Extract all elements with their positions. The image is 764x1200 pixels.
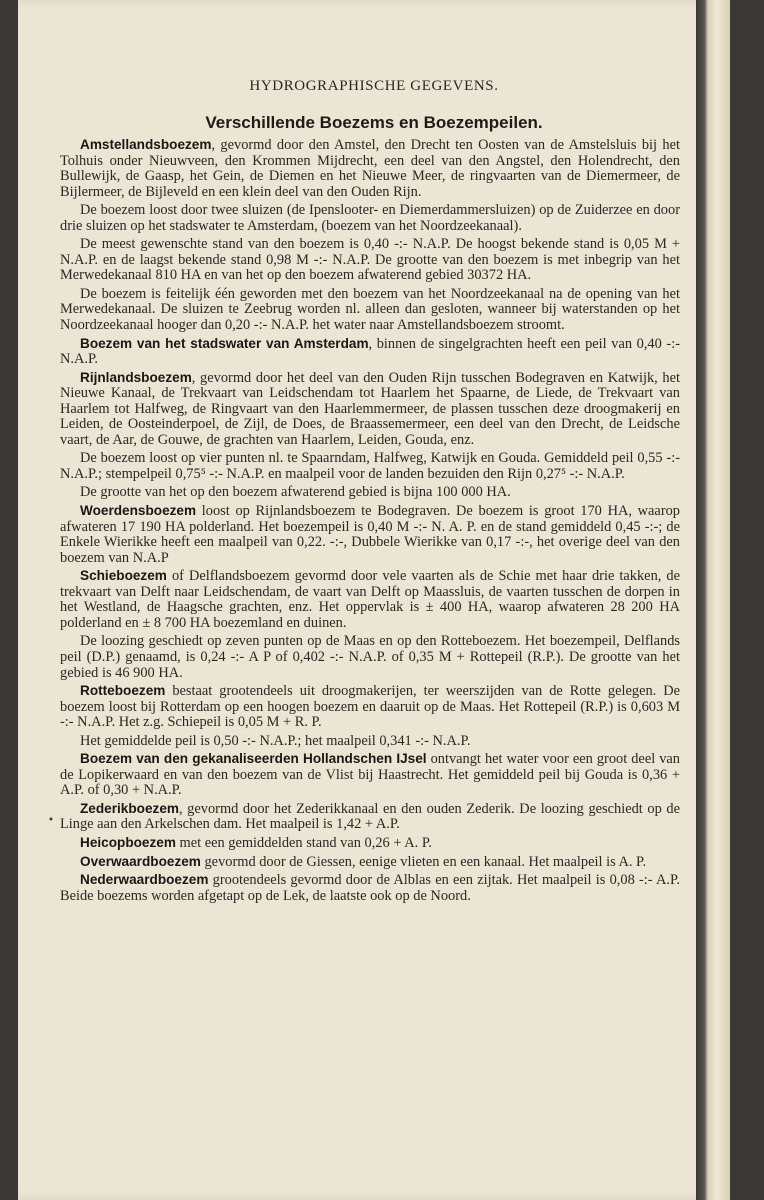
- paragraph-text: , binnen de singelgrachten heeft een peil van 0,40 -:- N.A.P.: [60, 335, 680, 368]
- paragraph: [60, 836, 680, 852]
- paragraph-term: Zederikboezem: [80, 800, 179, 816]
- page-edge: [696, 0, 730, 1200]
- paragraph-text: met een gemiddelden stand van 0,26 + A. P.: [175, 834, 432, 851]
- paragraph-text: De meest gewenschte stand van den boezem is 0,40 -:- N.A.P. De hoogst bekende stand is 0,05 M + N.A.P. en de laagst bekende stand 0,98 M -:- N.A.P. De grootte van den boezem is met inbegrip van het Merwedekanaal 810 HA en van het op den boezem afwaterend gebied 30372 HA.: [60, 236, 680, 284]
- paragraph-term: Heicopboezem: [80, 834, 176, 850]
- paragraph: [60, 371, 680, 449]
- paragraph: [60, 504, 680, 566]
- paragraph: [60, 752, 680, 799]
- paragraph-term: Rotteboezem: [80, 683, 166, 699]
- section-title: Verschillende Boezems en Boezempeilen.: [205, 113, 543, 132]
- paragraph-term: Nederwaardboezem: [80, 872, 209, 888]
- paragraph-text: grootendeels gevormd door de Alblas en een zijtak. Het maalpeil is 0,08 -:- A.P. Beide boezems worden afgetapt op de Lek, de laatste ook op de Noord.: [60, 872, 680, 904]
- paragraph-text: gevormd door de Giessen, eenige vlieten en een kanaal. Het maalpeil is A. P.: [200, 853, 647, 870]
- paragraph-text: ontvangt het water voor een groot deel van de Lopikerwaard en van den boezem van de Vlist bij Haastrecht. Het gemiddeld peil bij Gouda is 0,36 + A.P. of 0,30 + N.A.P.: [60, 751, 680, 799]
- paragraph-term: Schieboezem: [80, 568, 167, 584]
- paragraph-text: De boezem loost op vier punten nl. te Spaarndam, Halfweg, Katwijk en Gouda. Gemiddeld peil 0,55 -:- N.A.P.; stempelpeil 0,75⁵ -:- N.A.P. en maalpeil voor de landen bezuiden den Rijn 0,27⁵ -:- N.A.P.: [60, 450, 680, 482]
- margin-dot: •: [48, 815, 54, 826]
- paragraph-term: Amstellandsboezem: [80, 137, 212, 152]
- paragraph-term: Rijnlandsboezem: [80, 369, 192, 385]
- book-page: [18, 0, 730, 1200]
- paragraph: [60, 855, 680, 871]
- paragraph-text: , gevormd door het deel van den Ouden Rijn tusschen Bodegraven en Katwijk, het Nieuwe Kanaal, de Trekvaart van Leidschendam tot Haarlem het Spaarne, de Liede, de Trekvaart van Haarlem tot Halfweg, de Ringvaart van den Haarlemmermeer, de plassen tusschen deze droogmakerij en Leiden, de Oosteinderpoel, de Zijl, de Does, de Braassemermeer, een deel van den Drecht, de Leidsche vaart, de Aar, de Gouwe, de grachten van Haarlem, Leiden, Gouda, enz.: [60, 369, 680, 448]
- paragraph: [60, 634, 680, 681]
- paragraph-term: Boezem van het stadswater van Amsterdam: [80, 335, 369, 351]
- paragraph-text: De boezem loost door twee sluizen (de Ipenslooter- en Diemerdammersluizen) op de Zuiderzee en door drie sluizen op het stadswater te Amsterdam, (boezem van het Noordzeekanaal).: [60, 202, 680, 234]
- paragraph: [60, 203, 680, 234]
- paragraph: [60, 287, 680, 334]
- paragraph: [60, 569, 680, 631]
- paragraph: [60, 237, 680, 284]
- paragraph: [60, 337, 680, 368]
- paragraph-text: Het gemiddelde peil is 0,50 -:- N.A.P.; het maalpeil 0,341 -:- N.A.P.: [80, 732, 471, 749]
- paragraph: [60, 802, 680, 833]
- paragraph: [60, 873, 680, 904]
- paragraph-text: , gevormd door het Zederikkanaal en den ouden Zederik. De loozing geschiedt op de Linge aan den Arkelschen dam. Het maalpeil is 1,42 + A.P.: [60, 800, 680, 833]
- body-text: [60, 138, 680, 907]
- paragraph-text: bestaat grootendeels uit droogmakerijen, ter weerszijden van de Rotte gelegen. De boezem loost bij Rotterdam op een hoogen boezem en daaruit op de Maas. Het Rottepeil (R.P.) is 0,603 M -:- N.A.P. Het z.g. Schiepeil is 0,05 M + R. P.: [60, 683, 680, 731]
- paragraph: [60, 485, 680, 501]
- running-head: HYDROGRAPHISCHE GEGEVENS.: [249, 78, 499, 94]
- paragraph: [60, 138, 680, 200]
- paragraph: [60, 734, 680, 750]
- paragraph-text: of Delflandsboezem gevormd door vele vaarten als de Schie met haar drie takken, de trekvaart van Delft naar Leidschendam, de vaart van Delft op Maassluis, de vaarten tusschen de dorpen in het Westland, de Haagsche grachten, enz. Het oppervlak is ± 400 HA, waarop afwateren 28 200 HA polderland en ± 8 700 HA boezemland en duinen.: [60, 568, 680, 631]
- paragraph: [60, 451, 680, 482]
- paragraph-text: loost op Rijnlandsboezem te Bodegraven. De boezem is groot 170 HA, waarop afwateren 17 190 HA polderland. Het boezempeil is 0,40 M -:- N. A. P. en de stand gemiddeld 0,45 -:-; de Enkele Wierikke heeft een maalpeil van 0,22. -:-, Dubbele Wierikke van 0,17 -:-, het overige deel van den boezem van N.A.P: [60, 503, 680, 566]
- paragraph-text: De loozing geschiedt op zeven punten op de Maas en op den Rotteboezem. Het boezempeil, Delflands peil (D.P.) genaamd, is 0,24 -:- A P of 0,402 -:- N.A.P. of 0,35 M + Rottepeil (R.P.). De grootte van het gebied is 46 900 HA.: [60, 633, 680, 681]
- paragraph-text: De grootte van het op den boezem afwaterend gebied is bijna 100 000 HA.: [80, 484, 511, 501]
- paragraph: [60, 684, 680, 731]
- paragraph-term: Overwaardboezem: [80, 853, 201, 869]
- paragraph-text: De boezem is feitelijk één geworden met den boezem van het Noordzeekanaal na de opening van het Merwedekanaal. De sluizen te Zeebrug worden nl. alleen dan gesloten, wanneer bij waterstanden op het Noordzeekanaal hooger dan 0,20 -:- N.A.P. het water naar Amstellandsboezem stroomt.: [60, 285, 680, 334]
- paragraph-term: Boezem van den gekanaliseerden Hollandschen IJsel: [80, 751, 427, 767]
- page-header: [18, 78, 730, 100]
- paragraph-text: , gevormd door den Amstel, den Drecht ten Oosten van de Amstelsluis bij het Tolhuis onder Nieuwveen, den Krommen Mijdrecht, een deel van den Angstel, den Holendrecht, den Bullewijk, de Gaasp, het Gein, de Diemen en het Nieuwe Meer, de ringvaarten van de Diemermeer, de Bijlermeer, de Bijleveld en een klein deel van den Ouden Rijn.: [60, 137, 680, 200]
- paragraph-term: Woerdensboezem: [80, 503, 197, 519]
